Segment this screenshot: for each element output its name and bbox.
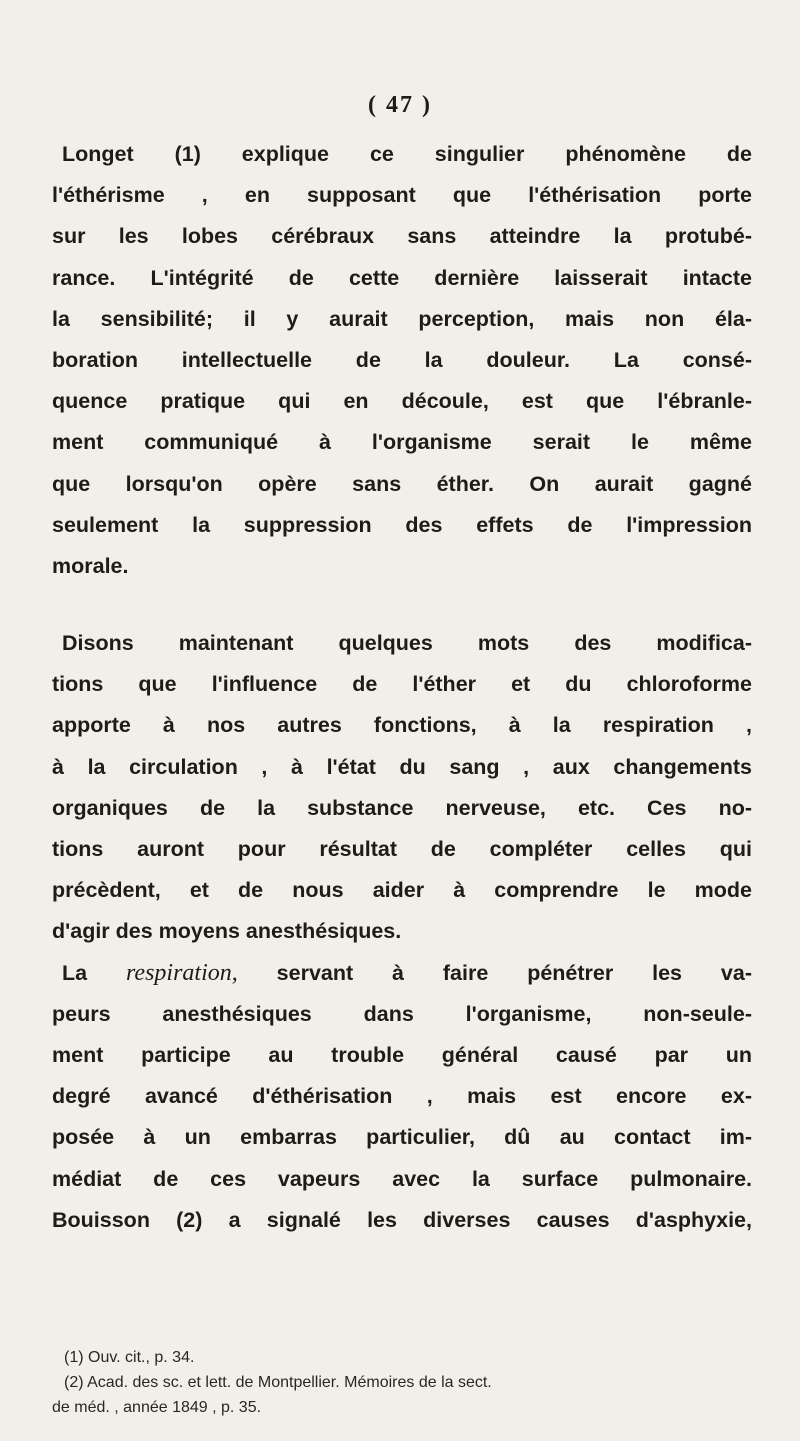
text-line: tions que l'influence de l'éther et du chloroforme: [52, 672, 752, 697]
footnote-2-continued: de méd. , année 1849 , p. 35.: [52, 1399, 262, 1416]
text-line: peurs anesthésiques dans l'organisme, non-seule-: [52, 1001, 752, 1026]
text-line: la sensibilité; il y aurait perception, mais non éla-: [52, 306, 752, 331]
text-line: Disons maintenant quelques mots des modifica-: [62, 631, 752, 656]
text-line: [52, 953, 752, 994]
text-line: quence pratique qui en découle, est que l'ébranle-: [52, 389, 752, 414]
text-fragment: La: [62, 960, 126, 985]
main-text: [52, 134, 752, 1241]
footnotes: [52, 1345, 752, 1420]
text-line: médiat de ces vapeurs avec la surface pulmonaire.: [52, 1166, 752, 1191]
text-line: apporte à nos autres fonctions, à la respiration ,: [52, 713, 752, 738]
text-line: posée à un embarras particulier, dû au contact im-: [52, 1125, 752, 1150]
text-line: Bouisson (2) a signalé les diverses causes d'asphyxie,: [52, 1207, 752, 1232]
text-line: que lorsqu'on opère sans éther. On aurait gagné: [52, 471, 752, 496]
text-line: ment communiqué à l'organisme serait le même: [52, 430, 752, 455]
footnote-1: (1) Ouv. cit., p. 34.: [64, 1349, 195, 1366]
text-line: Longet (1) explique ce singulier phénomène de: [62, 142, 752, 166]
text-line: boration intellectuelle de la douleur. La consé-: [52, 347, 752, 372]
text-line: organiques de la substance nerveuse, etc. Ces no-: [52, 795, 752, 820]
text-line: sur les lobes cérébraux sans atteindre la protubé-: [52, 224, 752, 249]
text-line: d'agir des moyens anesthésiques.: [52, 919, 402, 944]
page-number: ( 47 ): [368, 92, 432, 118]
text-line: rance. L'intégrité de cette dernière laisserait intacte: [52, 265, 752, 290]
text-line: l'éthérisme , en supposant que l'éthérisation porte: [52, 183, 752, 208]
emphasis-respiration: respiration,: [125, 959, 238, 986]
text-line: tions auront pour résultat de compléter celles qui: [52, 837, 752, 861]
text-line: à la circulation , à l'état du sang , aux changements: [52, 754, 752, 779]
text-line: seulement la suppression des effets de l'impression: [52, 512, 752, 537]
text-line: morale.: [52, 553, 129, 578]
footnote-2: (2) Acad. des sc. et lett. de Montpellier. Mémoires de la sect.: [64, 1374, 492, 1391]
text-line: degré avancé d'éthérisation , mais est encore ex-: [52, 1084, 752, 1109]
text-line: précèdent, et de nous aider à comprendre le mode: [52, 878, 752, 903]
paragraph-gap: [52, 587, 752, 623]
text-fragment: servant à faire pénétrer les va-: [237, 960, 752, 985]
text-line: ment participe au trouble général causé par un: [52, 1042, 752, 1067]
